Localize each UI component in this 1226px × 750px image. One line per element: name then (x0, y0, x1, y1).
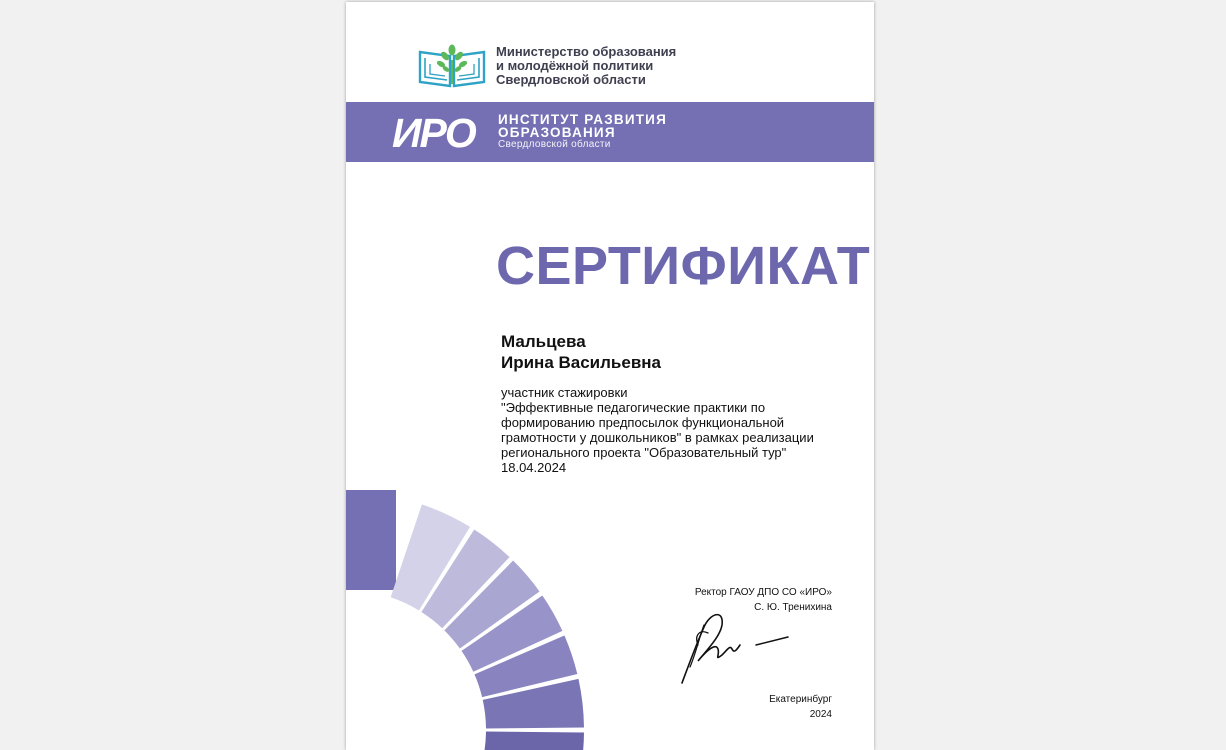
description-line: формированию предпосылок функциональной (501, 415, 785, 430)
recipient-given-names: Ирина Васильевна (501, 353, 662, 372)
description-line: грамотности у дошкольников" в рамках реализации (501, 430, 814, 445)
institute-name (498, 113, 667, 151)
place-and-year (769, 692, 832, 722)
handwritten-signature (678, 605, 793, 687)
institute-name-line: ИНСТИТУТ РАЗВИТИЯ (498, 112, 667, 127)
recipient-surname: Мальцева (501, 332, 586, 351)
ministry-header (418, 42, 758, 92)
description-line: "Эффективные педагогические практики по (501, 400, 766, 415)
ministry-name-line: и молодёжной политики (496, 58, 654, 73)
ministry-name-line: Министерство образования (496, 44, 677, 59)
signatory-position: Ректор ГАОУ ДПО СО «ИРО» (694, 587, 832, 598)
signatory-name: С. Ю. Тренихина (754, 602, 832, 613)
recipient-name (501, 331, 661, 373)
ministry-book-tree-logo (418, 42, 486, 90)
ministry-name (496, 45, 676, 87)
certificate-description (501, 385, 851, 475)
certificate-page (346, 2, 874, 750)
iro-logo-mark: ИРО (392, 110, 475, 156)
year: 2024 (809, 709, 832, 720)
city: Екатеринбург (769, 694, 832, 705)
certificate-title: СЕРТИФИКАТ (496, 236, 871, 296)
institute-region: Свердловской области (498, 139, 611, 150)
institute-banner (346, 102, 874, 162)
ministry-name-line: Свердловской области (496, 72, 646, 87)
description-line: регионального проекта "Образовательный тур" (501, 445, 787, 460)
institute-name-line: ОБРАЗОВАНИЯ (498, 125, 616, 140)
decorative-ring-segments (346, 482, 606, 750)
deco-ring-segment (474, 731, 584, 750)
deco-solid-block (346, 490, 396, 590)
certificate-date: 18.04.2024 (501, 460, 567, 475)
description-line: участник стажировки (501, 385, 628, 400)
